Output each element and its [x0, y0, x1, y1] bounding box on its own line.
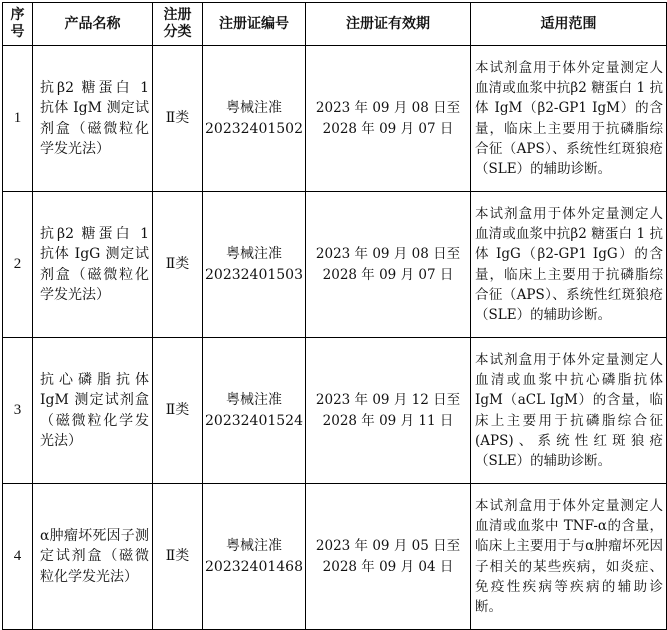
validity-period — [306, 192, 471, 338]
table-row — [3, 46, 667, 192]
product-name: 抗β2 糖蛋白 1 抗体 IgG 测定试剂盒（磁微粒化学发光法） — [33, 192, 153, 338]
row-index: 3 — [3, 338, 33, 484]
validity-period — [306, 338, 471, 484]
registration-number — [203, 484, 306, 630]
header-validity: 注册证有效期 — [306, 3, 471, 46]
registration-prefix: 粤械注准 — [226, 392, 282, 408]
scope-text: 本试剂盒用于体外定量测定人血清或血浆中 TNF-α的含量，临床上主要用于与α肿瘤坏死因子相关的某些疾病，如炎症、免疫性疾病等疾病的辅助诊断。 — [471, 484, 667, 630]
valid-from: 2023 年 09 月 08 日至 — [315, 246, 461, 262]
table-row — [3, 484, 667, 630]
category: Ⅱ类 — [153, 484, 203, 630]
valid-from: 2023 年 09 月 05 日至 — [315, 538, 461, 554]
header-product-name: 产品名称 — [33, 3, 153, 46]
registration-digits: 20232401502 — [205, 120, 303, 137]
registration-table — [2, 2, 667, 630]
registration-digits: 20232401524 — [205, 412, 303, 429]
header-row — [3, 3, 667, 46]
registration-number — [203, 46, 306, 192]
category: Ⅱ类 — [153, 338, 203, 484]
category: Ⅱ类 — [153, 192, 203, 338]
registration-prefix: 粤械注准 — [226, 246, 282, 262]
scope-text: 本试剂盒用于体外定量测定人血清或血浆中抗心磷脂抗体 IgM（aCL IgM）的含量，临床上主要用于抗磷脂综合征(APS)、系统性红斑狼疮（SLE）的辅助诊断。 — [471, 338, 667, 484]
registration-prefix: 粤械注准 — [226, 538, 282, 554]
registration-digits: 20232401468 — [205, 558, 303, 575]
registration-number — [203, 192, 306, 338]
header-index: 序号 — [3, 3, 33, 46]
row-index: 1 — [3, 46, 33, 192]
scope-text: 本试剂盒用于体外定量测定人血清或血浆中抗β2 糖蛋白 1 抗体 IgM（β2-GP1 IgM）的含量，临床上主要用于抗磷脂综合征（APS）、系统性红斑狼疮（SLE）的辅助诊断。 — [471, 46, 667, 192]
validity-period — [306, 484, 471, 630]
product-name: α肿瘤坏死因子测定试剂盒（磁微粒化学发光法） — [33, 484, 153, 630]
valid-to: 2028 年 09 月 07 日 — [322, 266, 454, 283]
header-category: 注册分类 — [153, 3, 203, 46]
validity-period — [306, 46, 471, 192]
registration-number — [203, 338, 306, 484]
product-name: 抗β2 糖蛋白 1 抗体 IgM 测定试剂盒（磁微粒化学发光法） — [33, 46, 153, 192]
product-name: 抗心磷脂抗体 IgM 测定试剂盒（磁微粒化学发光法） — [33, 338, 153, 484]
row-index: 2 — [3, 192, 33, 338]
valid-from: 2023 年 09 月 08 日至 — [315, 100, 461, 116]
scope-text: 本试剂盒用于体外定量测定人血清或血浆中抗β2 糖蛋白 1 抗体 IgG（β2-GP1 IgG）的含量，临床上主要用于抗磷脂综合征（APS）、系统性红斑狼疮（SLE）的辅助诊断。 — [471, 192, 667, 338]
table-row — [3, 338, 667, 484]
table-row — [3, 192, 667, 338]
row-index: 4 — [3, 484, 33, 630]
header-scope: 适用范围 — [471, 3, 667, 46]
header-registration-number: 注册证编号 — [203, 3, 306, 46]
valid-to: 2028 年 09 月 04 日 — [322, 558, 454, 575]
valid-to: 2028 年 09 月 07 日 — [322, 120, 454, 137]
valid-from: 2023 年 09 月 12 日至 — [315, 392, 461, 408]
registration-prefix: 粤械注准 — [226, 100, 282, 116]
valid-to: 2028 年 09 月 11 日 — [322, 412, 454, 429]
registration-digits: 20232401503 — [205, 266, 303, 283]
category: Ⅱ类 — [153, 46, 203, 192]
